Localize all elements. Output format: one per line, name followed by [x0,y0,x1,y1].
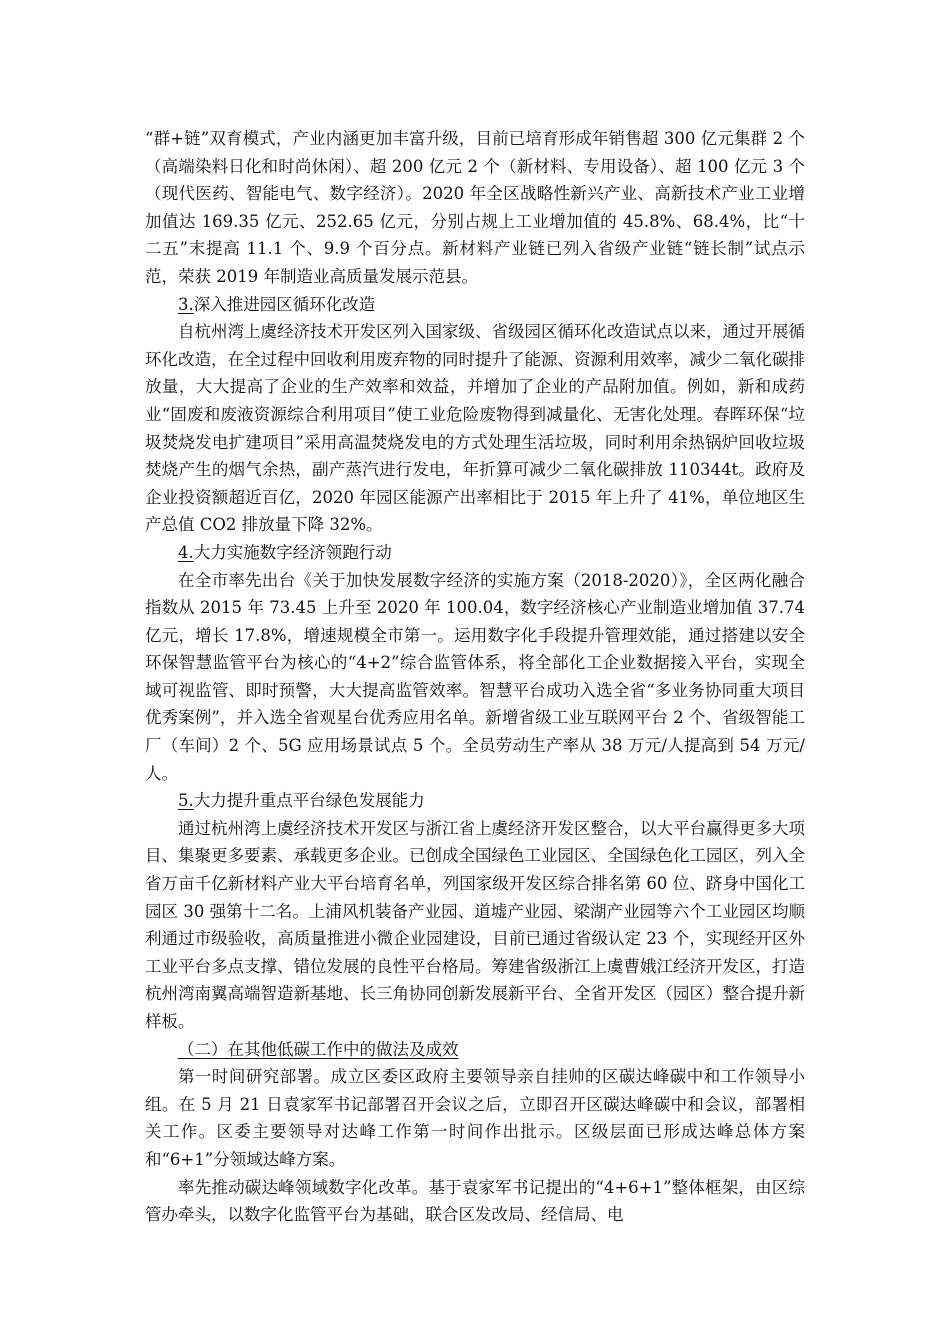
paragraph-digital-reform: 率先推动碳达峰领域数字化改革。基于袁家军书记提出的“4+6+1”整体框架，由区综管办牵头，以数字化监管平台为基础，联合区发改局、经信局、电 [145,1177,805,1225]
heading-number: 4. [178,542,194,562]
paragraph-green-platform: 通过杭州湾上虞经济技术开发区与浙江省上虞经济开发区整合，以大平台赢得更多大项目、集聚更多要素、承载更多企业。已创成全国绿色工业园区、全国绿色化工园区，列入全省万亩千亿新材料产业大平台培育名单，列国家级开发区综合排名第 60 位、跻身中国化工园区 30 强第十二名。上浦风机装备产业园、道墟产业园、梁湖产业园等六个工业园区均顺利通过市级验收，高质量推进小微企业园建设，目前已通过省级认定 23 个，实现经开区外工业平台多点支撑、错位发展的良性平台格局。筹建省级浙江上虞曹娥江经济开发区，打造杭州湾南翼高端智造新基地、长三角协同创新发展新平台、全省开发区（园区）整合提升新样板。 [145,818,805,1031]
heading-number: 5. [178,791,194,811]
paragraph-circular-park: 自杭州湾上虞经济技术开发区列入国家级、省级园区循环化改造试点以来，通过开展循环化改造，在全过程中回收利用废弃物的同时提升了能源、资源利用效率，减少二氧化碳排放量，大大提高了企业的生产效率和效益，并增加了企业的产品附加值。例如，新和成药业“固废和废液资源综合利用项目”使工业危险废物得到减量化、无害化处理。春晖环保“垃圾焚烧发电扩建项目”采用高温焚烧发电的方式处理生活垃圾，同时利用余热锅炉回收垃圾焚烧产生的烟气余热，副产蒸汽进行发电，年折算可减少二氧化碳排放 110344t。政府及企业投资额超近百亿，2020 年园区能源产出率相比于 2015 年上升了 41%，单位地区生产总值 CO2 排放量下降 32%。 [145,322,805,535]
heading-text: 大力实施数字经济领跑行动 [193,542,392,562]
heading-circular-park [145,291,805,319]
paragraph-deployment: 第一时间研究部署。成立区委区政府主要领导亲自挂帅的区碳达峰碳中和工作领导小组。在 5 月 21 日袁家军书记部署召开会议之后，立即召开区碳达峰碳中和会议，部署相关工作。区委主要领导对达峰工作第一时间作出批示。区级层面已形成达峰总体方案和“6+1”分领域达峰方案。 [145,1067,805,1169]
paragraph-digital-economy: 在全市率先出台《关于加快发展数字经济的实施方案（2018-2020）》，全区两化融合指数从 2015 年 73.45 上升至 2020 年 100.04，数字经济核心产业制造业增加值 37.74 亿元，增长 17.8%，增速规模全市第一。运用数字化手段提升管理效能，通过搭建以安全环保智慧监管平台为核心的“4+2”综合监管体系，将全部化工企业数据接入平台，实现全域可视监管、即时预警，大大提高监管效率。智慧平台成功入选全省“多业务协同重大项目优秀案例”，并入选全省观星台优秀应用名单。新增省级工业互联网平台 2 个、省级智能工厂（车间）2 个、5G 应用场景试点 5 个。全员劳动生产率从 38 万元/人提高到 54 万元/人。 [145,570,805,783]
heading-green-platform [145,787,805,815]
heading-text: （二）在其他低碳工作中的做法及成效 [178,1039,459,1059]
heading-text: 大力提升重点平台绿色发展能力 [193,791,425,811]
paragraph-industry-clusters: “群+链”双育模式，产业内涵更加丰富升级，目前已培育形成年销售超 300 亿元集群 2 个（高端染料日化和时尚休闲）、超 200 亿元 2 个（新材料、专用设备）、超 100 亿元 3 个（现代医药、智能电气、数字经济）。2020 年全区战略性新兴产业、高新技术产业工业增加值达 169.35 亿元、252.65 亿元，分别占规上工业增加值的 45.8%、68.4%，比“十二五”末提高 11.1 个、9.9 个百分点。新材料产业链已列入省级产业链“链长制”试点示范，荣获 2019 年制造业高质量发展示范县。 [145,129,805,286]
document-page [145,125,805,1229]
heading-text: 深入推进园区循环化改造 [193,294,376,314]
heading-section-2 [145,1036,805,1064]
heading-number: 3. [178,294,194,314]
heading-digital-economy [145,539,805,567]
